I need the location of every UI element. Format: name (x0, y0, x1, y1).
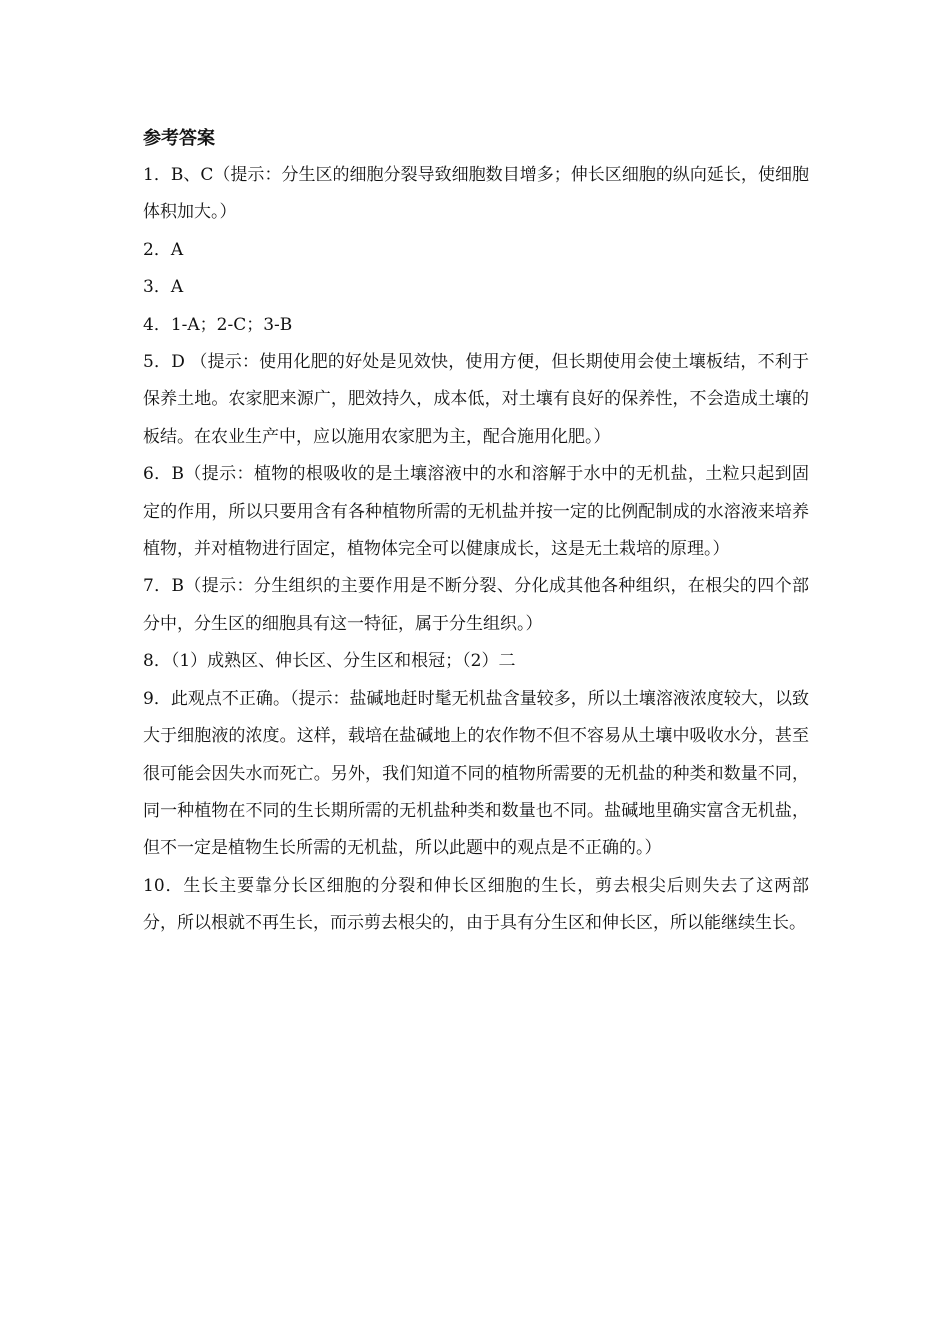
answer-item-4: 4．1-A；2-C；3-B (143, 314, 293, 335)
answer-item-1: 1．B、C（提示：分生区的细胞分裂导致细胞数目增多；伸长区细胞的纵向延长，使细胞体积加大。） (143, 165, 809, 223)
answer-item-6: 6．B（提示：植物的根吸收的是土壤溶液中的水和溶解于水中的无机盐，土粒只起到固定的作用，所以只要用含有各种植物所需的无机盐并按一定的比例配制成的水溶液来培养植物，并对植物进行固定，植物体完全可以健康成长，这是无土栽培的原理。） (143, 464, 809, 560)
answer-key-page (143, 120, 809, 943)
answer-item-5: 5．D （提示：使用化肥的好处是见效快，使用方便，但长期使用会使土壤板结，不利于保养土地。农家肥来源广，肥效持久，成本低，对土壤有良好的保养性，不会造成土壤的板结。在农业生产中，应以施用农家肥为主，配合施用化肥。） (143, 352, 809, 447)
answer-list (143, 157, 809, 943)
answer-item-3: 3．A (143, 277, 184, 298)
answer-item-2: 2．A (143, 239, 184, 260)
answer-item-7: 7．B（提示：分生组织的主要作用是不断分裂、分化成其他各种组织，在根尖的四个部分中，分生区的细胞具有这一特征，属于分生组织。） (143, 576, 809, 634)
answer-item-10: 10．生长主要靠分长区细胞的分裂和伸长区细胞的生长，剪去根尖后则失去了这两部分，所以根就不再生长，而示剪去根尖的，由于具有分生区和伸长区，所以能继续生长。 (143, 875, 809, 934)
page-title: 参考答案 (143, 128, 215, 149)
answer-item-8: 8．（1）成熟区、伸长区、分生区和根冠；（2）二 (143, 651, 516, 672)
answer-item-9: 9．此观点不正确。（提示：盐碱地赶时髦无机盐含量较多，所以土壤溶液浓度较大，以致大于细胞液的浓度。这样，载培在盐碱地上的农作物不但不容易从土壤中吸收水分，甚至很可能会因失水而死亡。另外，我们知道不同的植物所需要的无机盐的种类和数量不同，同一种植物在不同的生长期所需的无机盐种类和数量也不同。盐碱地里确实富含无机盐，但不一定是植物生长所需的无机盐，所以此题中的观点是不正确的。） (143, 688, 809, 859)
